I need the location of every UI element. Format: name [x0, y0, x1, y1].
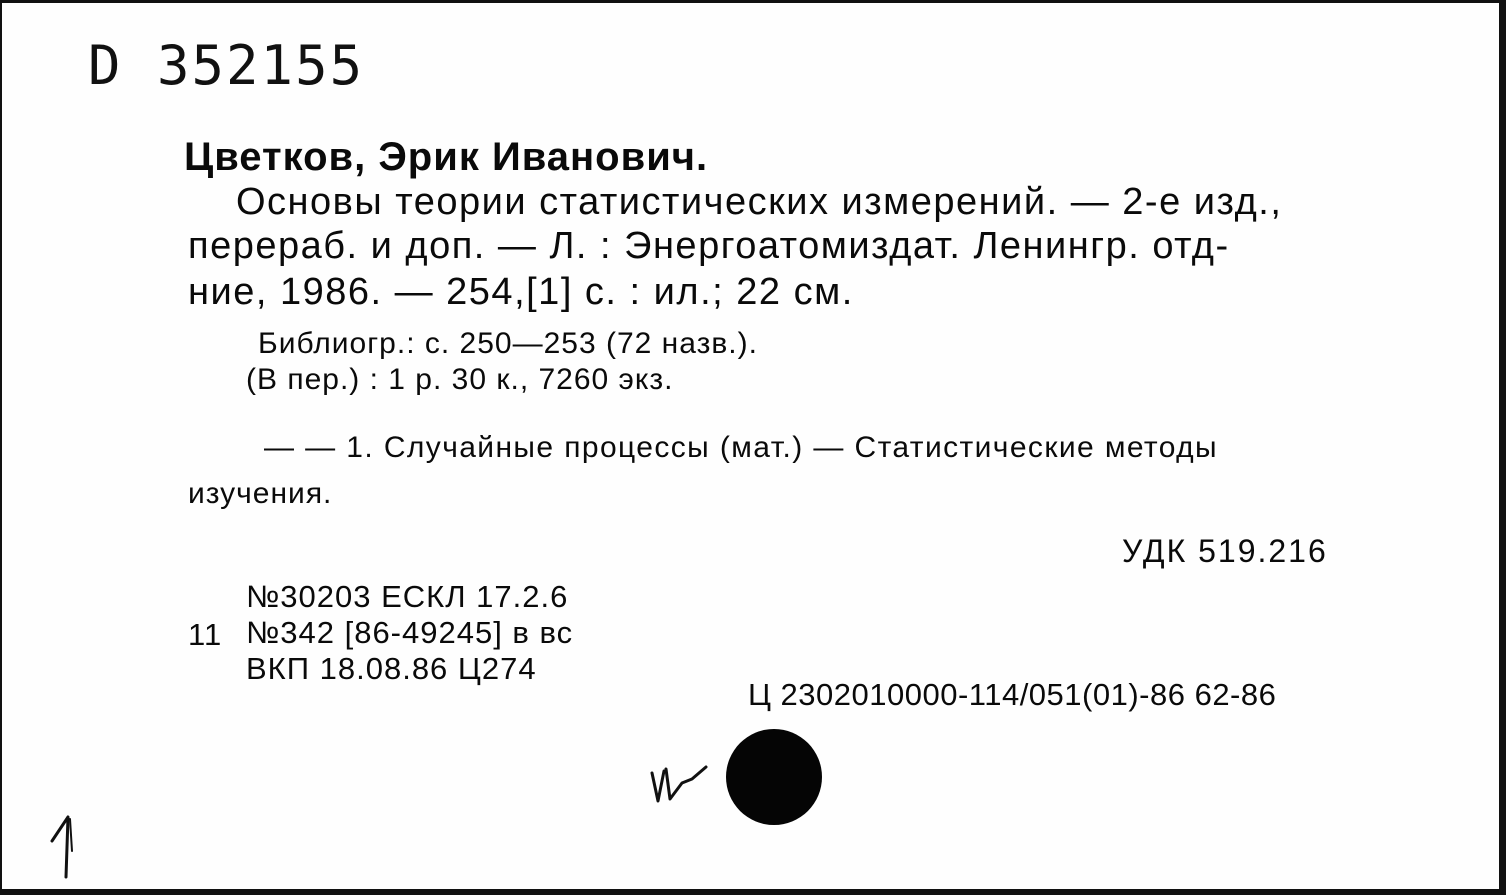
classification-code: Ц 2302010000-114/051(01)-86 62-86 — [748, 677, 1277, 712]
title-line: Основы теории статистических измерений. — 2-е изд., — [236, 181, 1283, 223]
author-heading: Цветков, Эрик Иванович. — [184, 135, 709, 179]
registration-line: №342 [86-49245] в вс — [246, 615, 574, 650]
udc-code: УДК 519.216 — [1122, 533, 1328, 569]
handwritten-number-one — [46, 811, 86, 883]
price-note: (В пер.) : 1 р. 30 к., 7260 экз. — [246, 363, 674, 396]
title-line: перераб. и доп. — Л. : Энергоатомиздат. Ленингр. отд- — [188, 225, 1230, 267]
call-number: D 352155 — [88, 34, 365, 97]
title-line: ние, 1986. — 254,[1] с. : ил.; 22 см. — [188, 271, 854, 313]
subject-headings-line: — — 1. Случайные процессы (мат.) — Статистические методы — [264, 431, 1219, 464]
handwritten-check-mark — [648, 759, 712, 807]
registration-prefix: 11 — [188, 617, 223, 652]
bibliography-note: Библиогр.: с. 250—253 (72 назв.). — [258, 327, 758, 360]
black-dot-marker — [726, 729, 822, 825]
subject-headings-line: изучения. — [188, 477, 333, 510]
registration-line: №30203 ЕСКЛ 17.2.6 — [246, 579, 569, 614]
registration-line: ВКП 18.08.86 Ц274 — [246, 651, 537, 686]
